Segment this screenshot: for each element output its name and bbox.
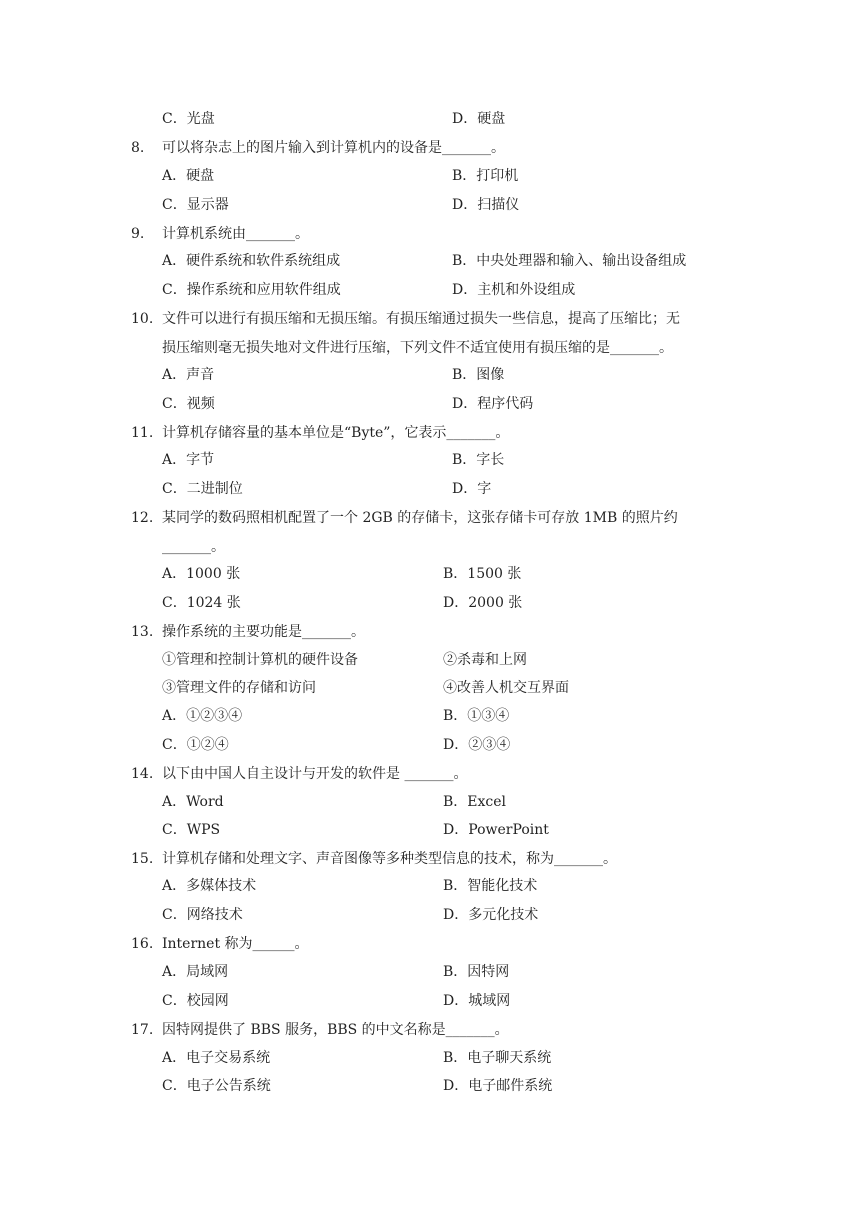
question-number: 14. — [131, 766, 154, 782]
option-b: B．智能化技术 — [443, 878, 538, 894]
question-text: 计算机存储和处理文字、声音图像等多种类型信息的技术，称为_______。 — [162, 851, 617, 867]
question-number: 10. — [131, 311, 154, 327]
option-c: C．显示器 — [162, 197, 229, 213]
option-a: A．1000 张 — [162, 566, 241, 582]
option-a: A．多媒体技术 — [162, 878, 257, 894]
option-a: A．Word — [162, 794, 224, 810]
option-d: D．城域网 — [443, 993, 511, 1009]
question-text: 操作系统的主要功能是_______。 — [162, 624, 365, 640]
option-b: B．电子聊天系统 — [443, 1050, 552, 1066]
option-b: B．字长 — [452, 452, 505, 468]
question-number: 12. — [131, 510, 154, 526]
option-b: B．①③④ — [443, 708, 510, 724]
option-a: A．局域网 — [162, 964, 229, 980]
question-number: 15. — [131, 851, 154, 867]
question-text: 计算机系统由_______。 — [162, 226, 309, 242]
option-a: A．硬件系统和软件系统组成 — [162, 253, 341, 269]
option-d: D．扫描仪 — [452, 197, 520, 213]
option-c: C．WPS — [162, 822, 221, 838]
question-text-line-2: 损压缩则毫无损失地对文件进行压缩，下列文件不适宜使用有损压缩的是_______。 — [162, 340, 673, 356]
option-b: B．因特网 — [443, 964, 510, 980]
option-c: C．网络技术 — [162, 907, 243, 923]
question-text: 可以将杂志上的图片输入到计算机内的设备是_______。 — [162, 140, 505, 156]
question-text-line-1: 某同学的数码照相机配置了一个 2GB 的存储卡，这张存储卡可存放 1MB 的照片约 — [162, 510, 678, 526]
option-a: A．字节 — [162, 452, 215, 468]
option-b: B．1500 张 — [443, 566, 522, 582]
question-text: 计算机存储容量的基本单位是“Byte”，它表示_______。 — [162, 425, 510, 441]
question-text: 以下由中国人自主设计与开发的软件是 _______。 — [162, 766, 468, 782]
option-d: D．2000 张 — [443, 595, 523, 611]
option-a: A．声音 — [162, 367, 215, 383]
option-b: B．图像 — [452, 367, 505, 383]
option-c: C．操作系统和应用软件组成 — [162, 282, 341, 298]
option-b: B．Excel — [443, 794, 507, 810]
question-text: 因特网提供了 BBS 服务，BBS 的中文名称是_______。 — [162, 1022, 509, 1038]
question-number: 16. — [131, 936, 154, 952]
option-c: C．光盘 — [162, 111, 215, 127]
option-b: B．打印机 — [452, 168, 519, 184]
question-number: 13. — [131, 624, 154, 640]
option-d: D．程序代码 — [452, 396, 534, 412]
question-number: 9. — [131, 226, 145, 242]
statement-3: ③管理文件的存储和访问 — [162, 680, 316, 696]
option-d: D．字 — [452, 481, 492, 497]
option-c: C．校园网 — [162, 993, 229, 1009]
option-d: D．PowerPoint — [443, 822, 549, 838]
option-c: C．电子公告系统 — [162, 1078, 271, 1094]
option-d: D．电子邮件系统 — [443, 1078, 553, 1094]
question-number: 17. — [131, 1022, 154, 1038]
option-a: A．硬盘 — [162, 168, 215, 184]
option-a: A．电子交易系统 — [162, 1050, 271, 1066]
option-a: A．①②③④ — [162, 708, 243, 724]
option-d: D．②③④ — [443, 737, 511, 753]
statement-4: ④改善人机交互界面 — [443, 680, 569, 696]
question-text: Internet 称为______。 — [162, 936, 309, 952]
question-number: 8. — [131, 140, 145, 156]
question-number: 11. — [131, 425, 154, 441]
option-d: D．硬盘 — [452, 111, 506, 127]
question-text-line-2: _______。 — [162, 539, 225, 555]
option-c: C．①②④ — [162, 737, 229, 753]
option-c: C．二进制位 — [162, 481, 243, 497]
option-d: D．多元化技术 — [443, 907, 539, 923]
option-c: C．1024 张 — [162, 595, 241, 611]
option-b: B．中央处理器和输入、输出设备组成 — [452, 253, 687, 269]
statement-1: ①管理和控制计算机的硬件设备 — [162, 652, 358, 668]
option-c: C．视频 — [162, 396, 215, 412]
option-d: D．主机和外设组成 — [452, 282, 576, 298]
statement-2: ②杀毒和上网 — [443, 652, 527, 668]
question-text-line-1: 文件可以进行有损压缩和无损压缩。有损压缩通过损失一些信息，提高了压缩比；无 — [162, 311, 680, 327]
